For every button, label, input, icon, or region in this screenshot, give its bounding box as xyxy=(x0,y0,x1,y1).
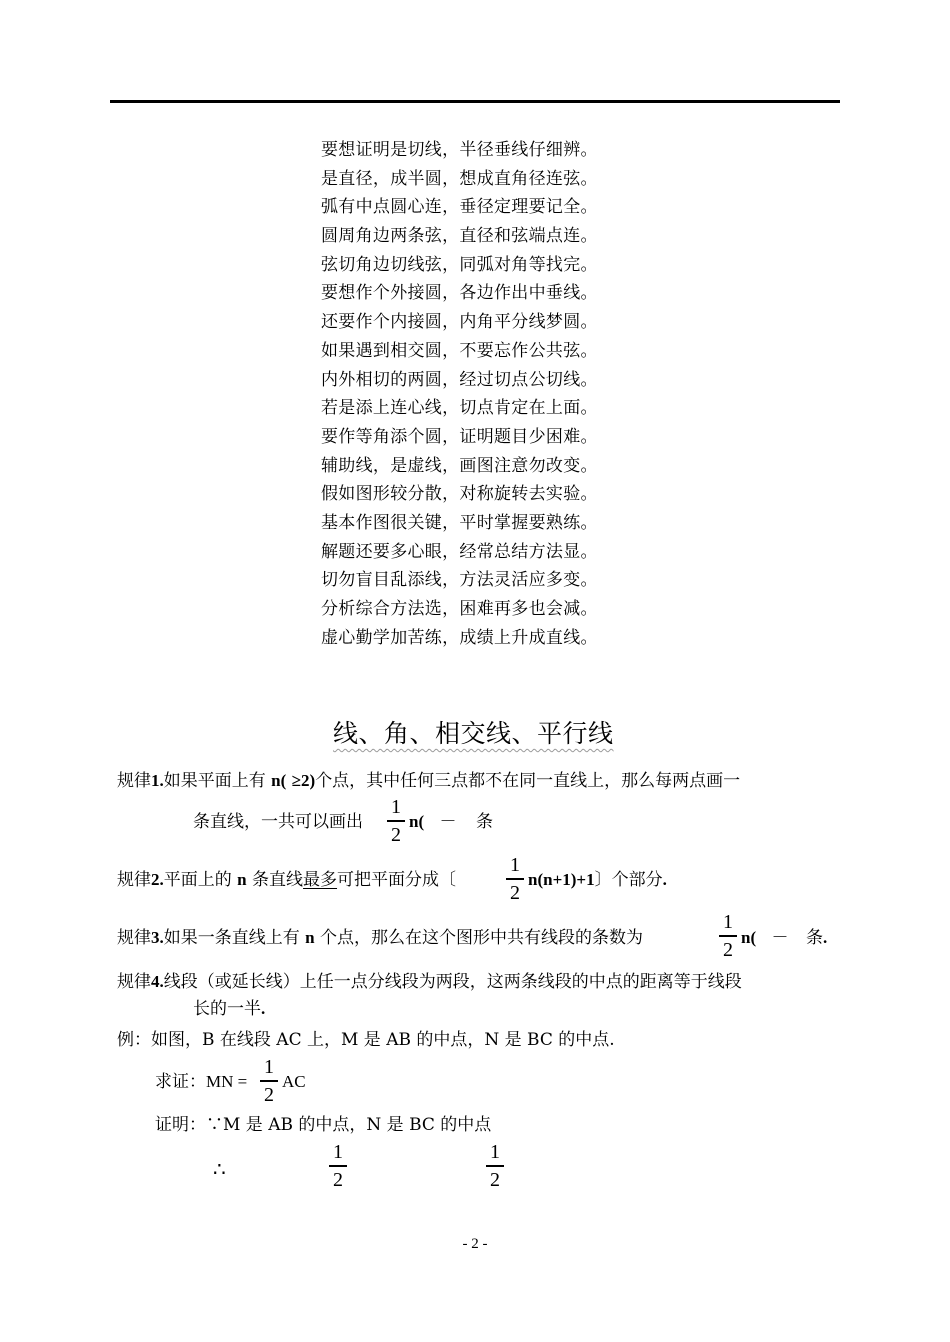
period: . xyxy=(662,870,667,889)
fraction-numerator: 1 xyxy=(510,854,520,876)
poem-line: 要想作个外接圆，各边作出中垂线。 xyxy=(321,283,598,304)
section-title: 线、角、相交线、平行线 xyxy=(333,719,614,748)
rule-text: 线段（或延长线）上任一点分线段为两段，这两条线段的中点的距离等于线段 xyxy=(163,972,742,992)
unit-text: 条 xyxy=(475,812,493,832)
prove-label: 求证： xyxy=(155,1072,206,1092)
rule-1-line-1 xyxy=(117,770,740,792)
fraction-numerator: 1 xyxy=(490,1141,500,1163)
example-intro: 例：如图，B 在线段 AC 上，M 是 AB 的中点，N 是 BC 的中点. xyxy=(117,1030,615,1050)
poem-line: 假如图形较分散，对称旋转去实验。 xyxy=(321,484,598,505)
poem-line: 基本作图很关键，平时掌握要熟练。 xyxy=(321,512,598,533)
rule-1-line-2 xyxy=(193,811,363,833)
rule-2-tail xyxy=(528,869,667,891)
fraction-half xyxy=(260,1055,278,1107)
poem xyxy=(321,136,741,652)
poem-line: 如果遇到相交圆，不要忘作公共弦。 xyxy=(321,340,598,361)
math-expr: n( xyxy=(271,771,287,790)
fraction-denominator: 2 xyxy=(264,1083,274,1106)
fraction-half xyxy=(329,1140,347,1192)
rule-number: 2. xyxy=(151,870,164,889)
math-expr: MN = xyxy=(206,1072,248,1091)
poem-line: 虚心勤学加苦练，成绩上升成直线。 xyxy=(321,627,598,648)
rule-text: 条直线，一共可以画出 xyxy=(193,812,363,832)
poem-line: 是直径，成半圆，想成直角径连弦。 xyxy=(321,168,598,189)
math-expr: n xyxy=(237,870,247,889)
rule-label: 规律 xyxy=(117,972,151,992)
rule-label: 规律 xyxy=(117,771,151,791)
proof-label: 证明： xyxy=(155,1115,206,1135)
rule-text: 平面上的 xyxy=(163,870,232,890)
rule-4-line-1 xyxy=(117,971,742,993)
rule-4-line-2 xyxy=(193,998,265,1020)
rule-label: 规律 xyxy=(117,870,151,890)
therefore-symbol: ∴ xyxy=(213,1157,226,1181)
poem-line: 要想证明是切线，半径垂线仔细辨。 xyxy=(321,140,598,160)
rule-text: 条直线 xyxy=(252,870,304,890)
header-rule xyxy=(110,100,840,103)
math-expr: ≥2) xyxy=(291,771,316,790)
rule-text: 〕个部分 xyxy=(594,870,663,890)
underlined-text: 最多 xyxy=(303,870,338,890)
fraction-denominator: 2 xyxy=(723,938,733,961)
poem-line: 解题还要多心眼，经常总结方法显。 xyxy=(321,541,598,562)
rule-number: 3. xyxy=(151,928,164,947)
minus-sign: － xyxy=(439,812,457,832)
math-expr: n xyxy=(305,928,315,947)
poem-line: 要作等角添个圆，证明题目少困难。 xyxy=(321,426,598,447)
poem-line: 圆周角边两条弦，直径和弦端点连。 xyxy=(321,226,598,247)
fraction-denominator: 2 xyxy=(391,823,401,846)
period: . xyxy=(261,999,266,1018)
fraction-numerator: 1 xyxy=(333,1141,343,1163)
math-expr: n( xyxy=(741,928,757,947)
period: . xyxy=(822,928,828,947)
rule-text: 个点，那么在这个图形中共有线段的条数为 xyxy=(320,928,644,948)
fraction-half xyxy=(506,853,524,905)
poem-line: 弧有中点圆心连，垂径定理要记全。 xyxy=(321,197,598,218)
fraction-denominator: 2 xyxy=(510,881,520,904)
poem-line: 切勿盲目乱添线，方法灵活应多变。 xyxy=(321,570,598,591)
math-expr: n(n+1)+1 xyxy=(528,870,595,889)
poem-line: 还要作个内接圆，内角平分线梦圆。 xyxy=(321,312,598,333)
fraction-half xyxy=(486,1140,504,1192)
rule-1-tail xyxy=(409,811,493,833)
rule-text: 可把平面分成〔 xyxy=(337,870,457,890)
page-number: - 2 - xyxy=(462,1236,488,1252)
rule-text: 如果一条直线上有 xyxy=(163,928,300,948)
proof-line xyxy=(155,1114,491,1136)
unit-text: 条 xyxy=(805,928,823,948)
fraction-half xyxy=(719,910,737,962)
fraction-denominator: 2 xyxy=(490,1168,500,1191)
rule-3-line xyxy=(117,927,643,949)
prove-statement xyxy=(155,1071,247,1093)
poem-line: 辅助线，是虚线，画图注意勿改变。 xyxy=(321,455,598,476)
poem-line: 若是添上连心线，切点肯定在上面。 xyxy=(321,398,598,419)
math-expr: n( xyxy=(409,812,425,831)
poem-line: 弦切角边切线弦，同弧对角等找完。 xyxy=(321,254,598,275)
proof-text: ∵M 是 AB 的中点，N 是 BC 的中点 xyxy=(206,1115,492,1135)
fraction-numerator: 1 xyxy=(264,1056,274,1078)
poem-line: 内外相切的两圆，经过切点公切线。 xyxy=(321,369,598,390)
rule-label: 规律 xyxy=(117,928,151,948)
rule-text: 长的一半 xyxy=(193,999,261,1019)
rule-text: 如果平面上有 xyxy=(163,771,266,791)
rule-text: 个点，其中任何三点都不在同一直线上，那么每两点画一 xyxy=(315,771,741,791)
poem-line: 分析综合方法选，困难再多也会减。 xyxy=(321,599,598,619)
rule-number: 4. xyxy=(151,972,164,991)
fraction-numerator: 1 xyxy=(723,911,733,933)
rule-2-line xyxy=(117,869,456,891)
fraction-half xyxy=(387,795,405,847)
math-expr: AC xyxy=(282,1072,306,1091)
fraction-denominator: 2 xyxy=(333,1168,343,1191)
rule-3-tail xyxy=(741,927,827,949)
rule-number: 1. xyxy=(151,771,164,790)
minus-sign: － xyxy=(771,928,789,948)
fraction-numerator: 1 xyxy=(391,796,401,818)
